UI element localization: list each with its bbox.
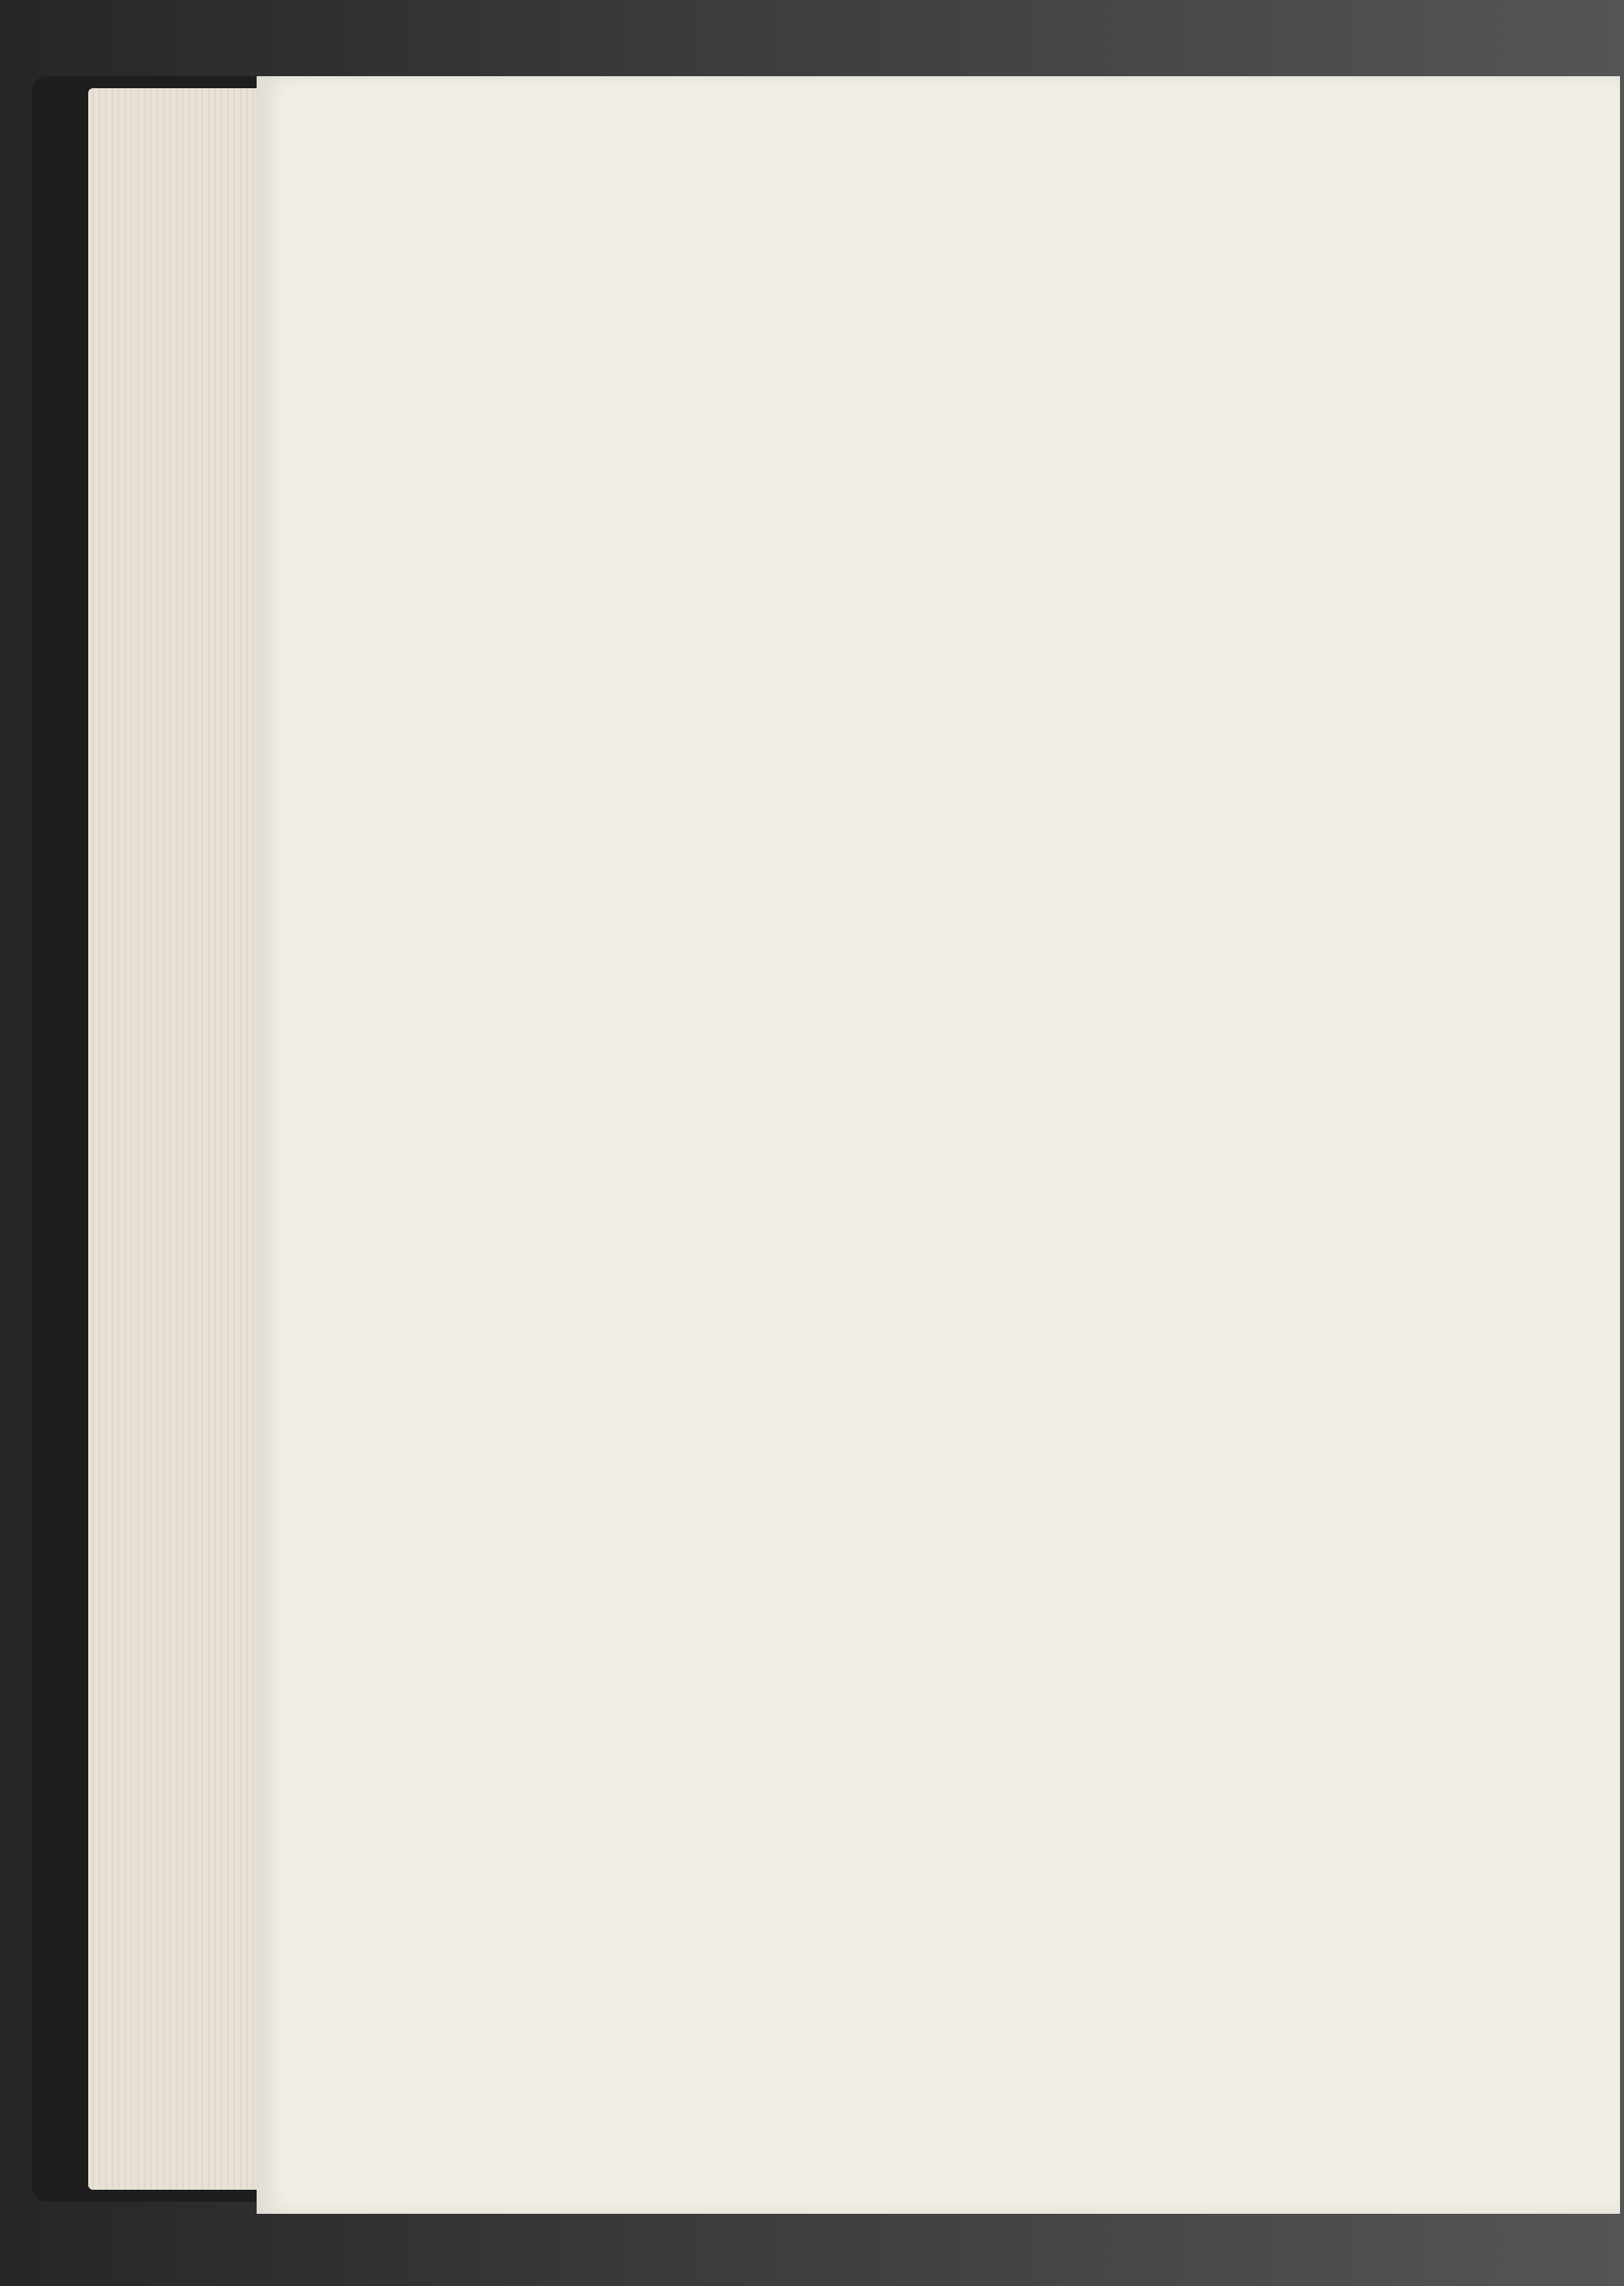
page-edges (88, 88, 273, 2190)
top-entries (328, 221, 1555, 232)
page-content (327, 138, 1555, 232)
page-heading (327, 138, 1554, 148)
degree-sections (328, 221, 1555, 232)
book-page (257, 76, 1620, 2214)
